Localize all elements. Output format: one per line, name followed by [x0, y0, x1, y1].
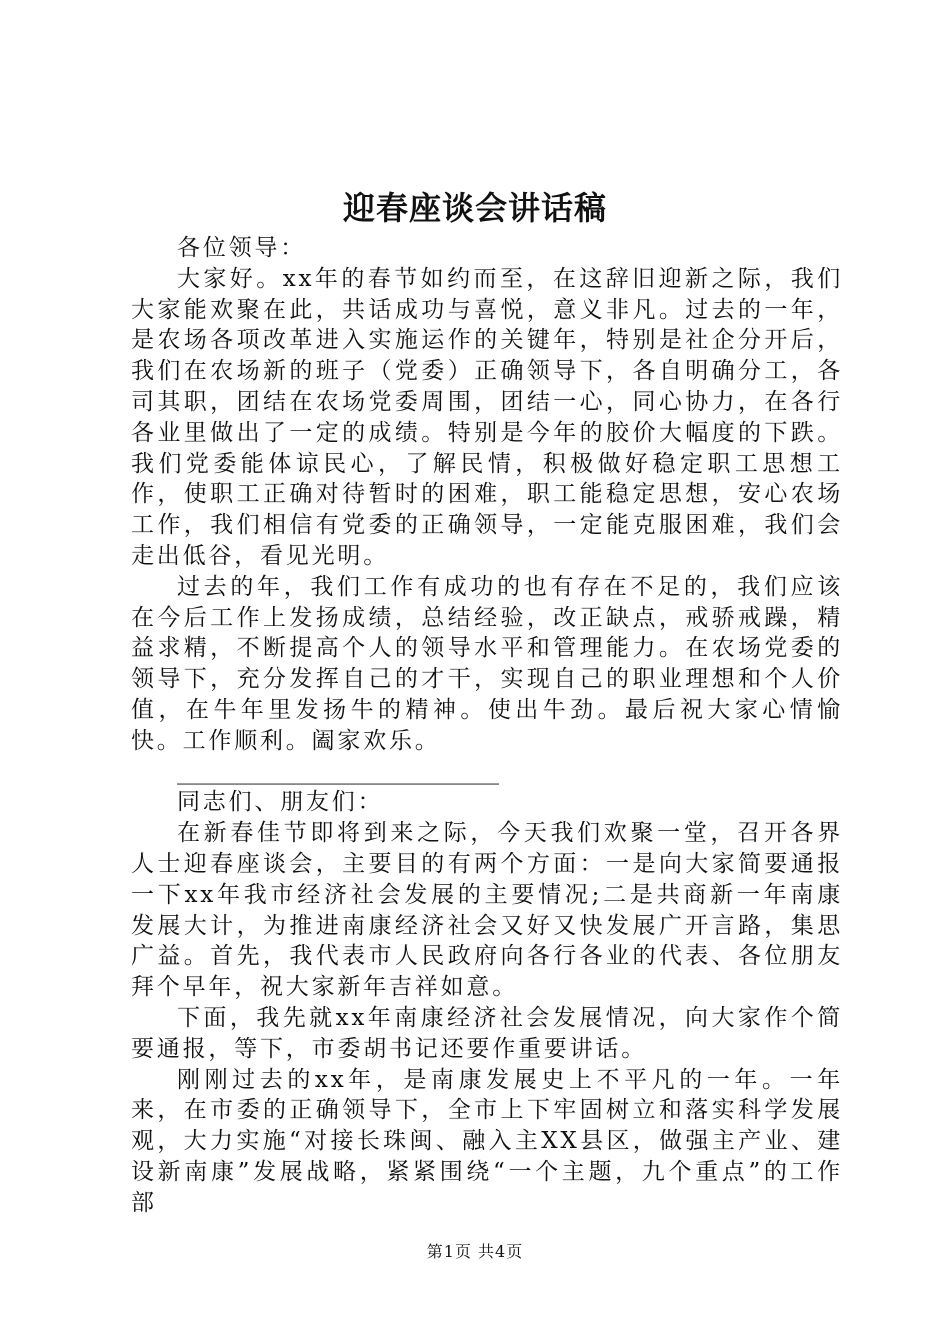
- body-paragraph: 大家好。xx年的春节如约而至，在这辞旧迎新之际，我们大家能欢聚在此，共话成功与喜悦，意义非凡。过去的一年，是农场各项改革进入实施运作的关键年，特别是社企分开后，我们在农场新的班子（党委）正确领导下，各自明确分工，各司其职，团结在农场党委周围，团结一心，同心协力，在各行各业里做出了一定的成绩。特别是今年的胶价大幅度的下跌。我们党委能体谅民心，了解民情，积极做好稳定职工思想工作，使职工正确对待暂时的困难，职工能稳定思想，安心农场工作，我们相信有党委的正确领导，一定能克服困难，我们会走出低谷，看见光明。: [131, 265, 843, 569]
- document-title: 迎春座谈会讲话稿: [342, 189, 607, 227]
- salutation: 各位领导：: [177, 235, 306, 261]
- body-paragraph: 刚刚过去的xx年，是南康发展史上不平凡的一年。一年来，在市委的正确领导下，全市上下牢固树立和落实科学发展观，大力实施“对接长珠闽、融入主XX县区，做强主产业、建设新南康”发展战略，紧紧围绕“一个主题，九个重点”的工作部: [131, 1066, 843, 1216]
- page-number-footer: 第1页 共4页: [426, 1242, 524, 1261]
- salutation: 同志们、朋友们：: [177, 789, 384, 816]
- document-body: [131, 233, 843, 1219]
- body-paragraph: 过去的年，我们工作有成功的也有存在不足的，我们应该在今后工作上发扬成绩，总结经验，改正缺点，戒骄戒躁，精益求精，不断提高个人的领导水平和管理能力。在农场党委的领导下，充分发挥自己的才干，实现自己的职业理想和个人价值，在牛年里发扬牛的精神。使出牛劲。最后祝大家心情愉快。工作顺利。阖家欢乐。: [131, 573, 843, 754]
- section-divider: ____________________________: [177, 758, 499, 785]
- body-paragraph: 下面，我先就xx年南康经济社会发展情况，向大家作个简要通报，等下，市委胡书记还要作重要讲话。: [131, 1004, 843, 1062]
- body-paragraph: 在新春佳节即将到来之际，今天我们欢聚一堂，召开各界人士迎春座谈会，主要目的有两个方面：一是向大家简要通报一下xx年我市经济社会发展的主要情况;二是共商新一年南康发展大计，为推进南康经济社会又好又快发展广开言路，集思广益。首先，我代表市人民政府向各行各业的代表、各位朋友拜个早年，祝大家新年吉祥如意。: [131, 820, 843, 1001]
